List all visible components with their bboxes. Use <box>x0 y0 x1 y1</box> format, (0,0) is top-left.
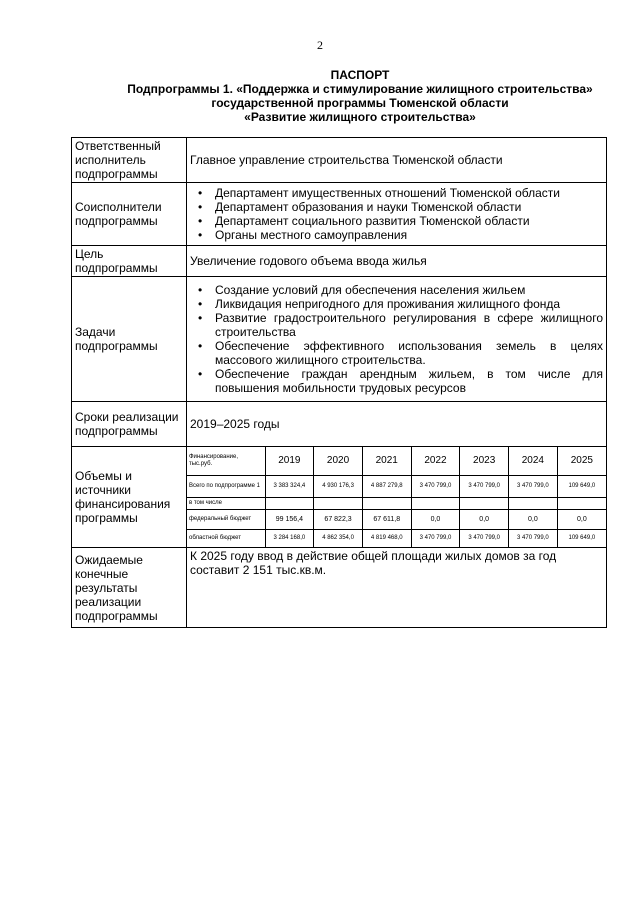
row-results <box>72 548 607 628</box>
terms-label: Сроки реализации подпрограммы <box>72 402 187 447</box>
year-2019: 2019 <box>265 447 314 475</box>
cell: 4 930 176,3 <box>314 475 363 497</box>
passport-table <box>71 137 607 628</box>
cell: 3 383 324,4 <box>265 475 314 497</box>
row-label-including: в том числе <box>187 497 265 509</box>
row-terms <box>72 402 607 447</box>
cell: 4 862 354,0 <box>314 529 363 547</box>
terms-value: 2019–2025 годы <box>187 402 607 447</box>
cell: 99 156,4 <box>265 509 314 529</box>
list-item: • Департамент имущественных отношений Тюменской области <box>215 186 603 200</box>
cell: 3 470 799,0 <box>411 529 460 547</box>
year-2025: 2025 <box>570 455 593 467</box>
table-row <box>187 475 606 497</box>
cell: 3 470 799,0 <box>460 475 509 497</box>
cell: 67 611,8 <box>362 509 411 529</box>
financing-header-label: Финансирование, тыс.руб. <box>187 447 265 475</box>
year-2021: 2021 <box>362 447 411 475</box>
subtitle-line-3: «Развитие жилищного строительства» <box>244 110 476 124</box>
financing-table <box>187 447 606 547</box>
document-heading <box>60 68 640 124</box>
row-financing <box>72 447 607 548</box>
financing-value <box>187 447 607 548</box>
subtitle-line-1: Подпрограммы 1. «Поддержка и стимулирование жилищного строительства» <box>127 82 593 96</box>
table-row <box>187 497 606 509</box>
list-item: • Ликвидация непригодного для проживания жилищного фонда <box>215 297 603 311</box>
cell <box>557 497 606 509</box>
year-2022: 2022 <box>411 447 460 475</box>
cell <box>411 497 460 509</box>
passport-title: ПАСПОРТ <box>330 68 390 82</box>
results-label: Ожидаемые конечные результаты реализации подпрограммы <box>72 548 187 628</box>
page-number: 2 <box>317 38 323 52</box>
row-responsible <box>72 138 607 183</box>
goal-value: Увеличение годового объема ввода жилья <box>187 246 607 277</box>
list-item: • Обеспечение граждан арендным жильем, в том числе для повышения мобильности трудовых ресурсов <box>215 367 603 395</box>
cell <box>509 497 558 509</box>
results-value: К 2025 году ввод в действие общей площади жилых домов за год составит 2 151 тыс.кв.м. <box>187 548 607 628</box>
cell: 4 819 468,0 <box>362 529 411 547</box>
cell: 109 649,0 <box>557 475 606 497</box>
year-2020: 2020 <box>314 447 363 475</box>
coexecutors-value <box>187 183 607 246</box>
table-row <box>187 509 606 529</box>
subtitle-line-2: государственной программы Тюменской области <box>211 96 509 110</box>
year-2023: 2023 <box>460 447 509 475</box>
year-2024: 2024 <box>509 447 558 475</box>
cell <box>460 497 509 509</box>
row-label-regional: областной бюджет <box>187 529 265 547</box>
cell: 4 887 279,8 <box>362 475 411 497</box>
cell: 3 470 799,0 <box>509 475 558 497</box>
cell <box>314 497 363 509</box>
list-item: • Департамент образования и науки Тюменской области <box>215 200 603 214</box>
list-item: • Создание условий для обеспечения населения жильем <box>215 283 603 297</box>
responsible-label: Ответственный исполнитель подпрограммы <box>72 138 187 183</box>
row-label-total: Всего по подпрограмме 1 <box>187 475 265 497</box>
cell: 3 470 799,0 <box>460 529 509 547</box>
cell: 3 284 168,0 <box>265 529 314 547</box>
row-label-federal: федеральный бюджет <box>187 509 265 529</box>
row-coexecutors <box>72 183 607 246</box>
cell: 67 822,3 <box>314 509 363 529</box>
goal-label: Цель подпрограммы <box>72 246 187 277</box>
cell: 109 649,0 <box>557 529 606 547</box>
list-item: • Департамент социального развития Тюменской области <box>215 214 603 228</box>
row-goal <box>72 246 607 277</box>
row-tasks <box>72 277 607 402</box>
list-item: • Развитие градостроительного регулирования в сфере жилищного строительства <box>215 311 603 339</box>
list-item: • Органы местного самоуправления <box>215 228 603 242</box>
cell: 3 470 799,0 <box>509 529 558 547</box>
cell: 0,0 <box>557 509 606 529</box>
financing-label: Объемы и источники финансирования программы <box>72 447 187 548</box>
cell: 0,0 <box>411 509 460 529</box>
cell: 3 470 799,0 <box>411 475 460 497</box>
tasks-label: Задачи подпрограммы <box>72 277 187 402</box>
cell: 0,0 <box>460 509 509 529</box>
tasks-value <box>187 277 607 402</box>
cell <box>362 497 411 509</box>
table-row <box>187 529 606 547</box>
responsible-value: Главное управление строительства Тюменской области <box>187 138 607 183</box>
coexecutors-label: Соисполнители подпрограммы <box>72 183 187 246</box>
cell: 0,0 <box>509 509 558 529</box>
cell <box>265 497 314 509</box>
list-item: • Обеспечение эффективного использования земель в целях массового жилищного строительства. <box>215 339 603 367</box>
